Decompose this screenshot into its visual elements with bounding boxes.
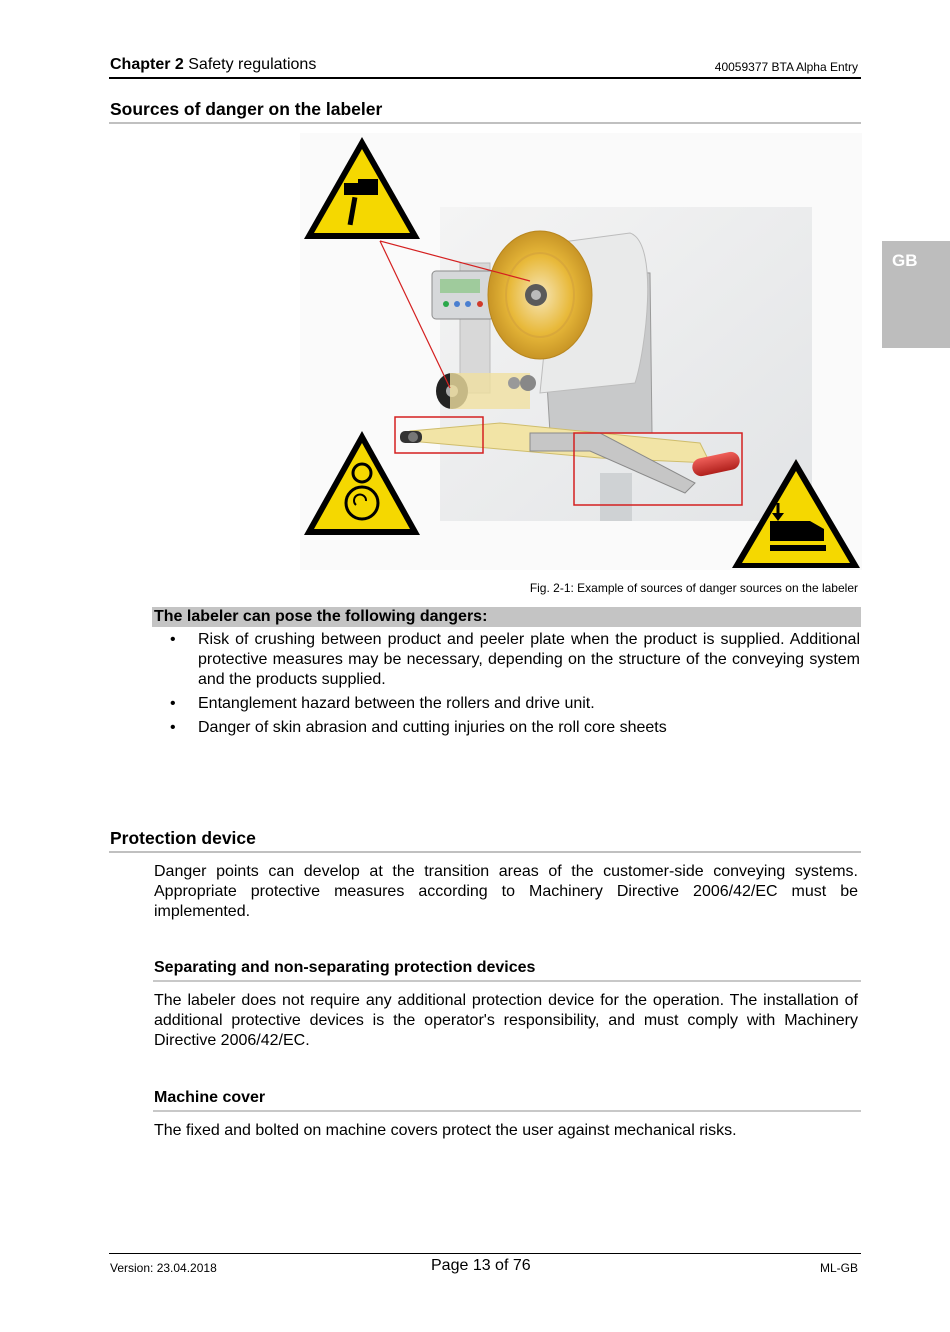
footer-page-number: Page 13 of 76	[431, 1257, 531, 1274]
section-title-sources: Sources of danger on the labeler	[110, 99, 383, 119]
footer-version: Version: 23.04.2018	[110, 1261, 217, 1275]
dangers-heading-bar	[152, 607, 861, 627]
subsection-title-separating: Separating and non-separating protection devices	[154, 959, 536, 976]
footer-divider	[109, 1253, 861, 1254]
list-item: • Risk of crushing between product and peeler plate when the product is supplied. Additional protective measures may be necessary, depending on the structure of the conveying system and the products supplied.	[168, 630, 860, 690]
language-tab-label: GB	[892, 251, 918, 270]
control-panel	[432, 271, 494, 319]
labeler-figure	[300, 133, 862, 570]
labeler-illustration	[300, 133, 862, 570]
chapter-title: Safety regulations	[188, 56, 317, 73]
subsection-divider	[153, 1110, 861, 1112]
separating-paragraph: The labeler does not require any additional protection device for the operation. The installation of additional protective devices is the operator's responsibility, and must comply with Machinery Directive 2006/42/EC.	[154, 992, 858, 1049]
list-item: • Entanglement hazard between the rollers and drive unit.	[168, 694, 860, 714]
section-divider	[109, 851, 861, 853]
header-chapter	[110, 56, 316, 74]
subsection-title-cover: Machine cover	[154, 1089, 266, 1106]
section-divider	[109, 122, 861, 124]
section-title-protection: Protection device	[110, 828, 256, 848]
footer-code: ML-GB	[819, 1261, 858, 1275]
subsection-divider	[153, 980, 861, 982]
language-tab	[882, 241, 950, 348]
header-divider	[109, 77, 861, 79]
protection-paragraph: Danger points can develop at the transition areas of the customer-side conveying systems. Appropriate protective measures according to Machinery Directive 2006/42/EC must be implemented.	[154, 863, 858, 920]
dangers-list	[168, 630, 860, 742]
list-item: • Danger of skin abrasion and cutting injuries on the roll core sheets	[168, 718, 860, 738]
cover-paragraph: The fixed and bolted on machine covers protect the user against mechanical risks.	[154, 1122, 737, 1139]
chapter-label: Chapter 2	[110, 56, 184, 73]
figure-caption: Fig. 2-1: Example of sources of danger sources on the labeler	[529, 581, 858, 595]
dangers-heading: The labeler can pose the following dangers:	[154, 608, 488, 625]
document-id: 40059377 BTA Alpha Entry	[714, 60, 858, 74]
